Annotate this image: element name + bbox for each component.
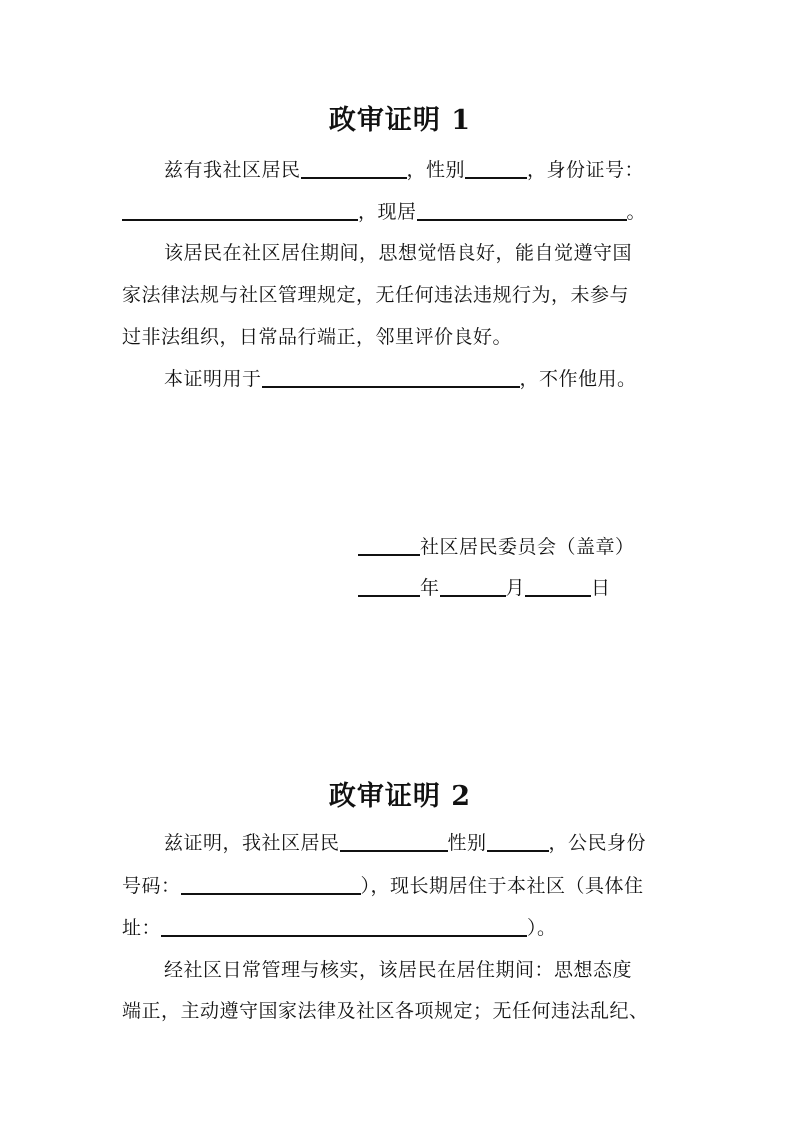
doc2-paragraph1-line1 [164,831,646,855]
date-year-label: 年 [420,577,440,599]
doc1-text: 。 [626,201,647,223]
date-day-label: 日 [591,577,611,599]
doc1-title: 政审证明 1 [328,105,472,136]
address-blank[interactable] [161,917,527,937]
day-blank[interactable] [525,577,591,597]
doc2-paragraph2-line1: 经社区日常管理与核实，该居民在居住期间：思想态度 [164,959,633,981]
month-blank[interactable] [440,577,506,597]
doc1-paragraph3 [164,367,637,391]
doc1-text: ，现居 [358,201,417,223]
id-number-blank[interactable] [122,201,358,221]
doc1-signature-line [358,535,635,559]
doc2-text: 址： [122,917,162,939]
doc1-text: ，性别 [406,159,466,181]
community-name-blank[interactable] [358,536,420,556]
address-blank[interactable] [417,201,627,221]
doc2-text: ）。 [527,917,557,939]
doc2-paragraph1-line3 [122,916,557,940]
doc2-paragraph2-line2: 端正，主动遵守国家法律及社区各项规定；无任何违法乱纪、 [122,1000,649,1022]
doc1-text: 本证明用于 [164,368,262,390]
signature-org: 社区居民委员会（盖章） [420,536,635,558]
gender-blank[interactable] [465,159,527,179]
doc2-paragraph1-line2 [122,874,644,898]
date-month-label: 月 [505,577,526,599]
doc1-text: ，不作他用。 [519,368,637,390]
doc2-text: 性别 [447,832,487,854]
doc1-text: 兹有我社区居民 [164,159,301,181]
doc1-text: ，身份证号： [527,159,645,181]
doc2-text: 兹证明，我社区居民 [164,832,340,854]
doc2-text: ，公民身份 [548,832,647,854]
doc1-paragraph1-line2 [122,200,646,224]
doc2-text: 号码： [122,875,181,897]
doc1-paragraph1-line1 [164,158,644,182]
doc2-title: 政审证明 2 [328,781,472,812]
doc1-paragraph2-line1: 该居民在社区居住期间，思想觉悟良好，能自觉遵守国 [164,242,633,264]
doc1-paragraph2-line3: 过非法组织，日常品行端正，邻里评价良好。 [122,326,513,348]
id-number-blank[interactable] [181,875,361,895]
year-blank[interactable] [358,577,420,597]
doc2-text: ），现长期居住于本社区（具体住 [360,875,644,897]
doc1-paragraph2-line2: 家法律法规与社区管理规定，无任何违法违规行为，未参与 [122,284,630,306]
gender-blank[interactable] [487,832,549,852]
name-blank[interactable] [340,832,448,852]
purpose-blank[interactable] [262,368,520,388]
name-blank[interactable] [301,159,407,179]
doc1-date-line [358,576,611,600]
